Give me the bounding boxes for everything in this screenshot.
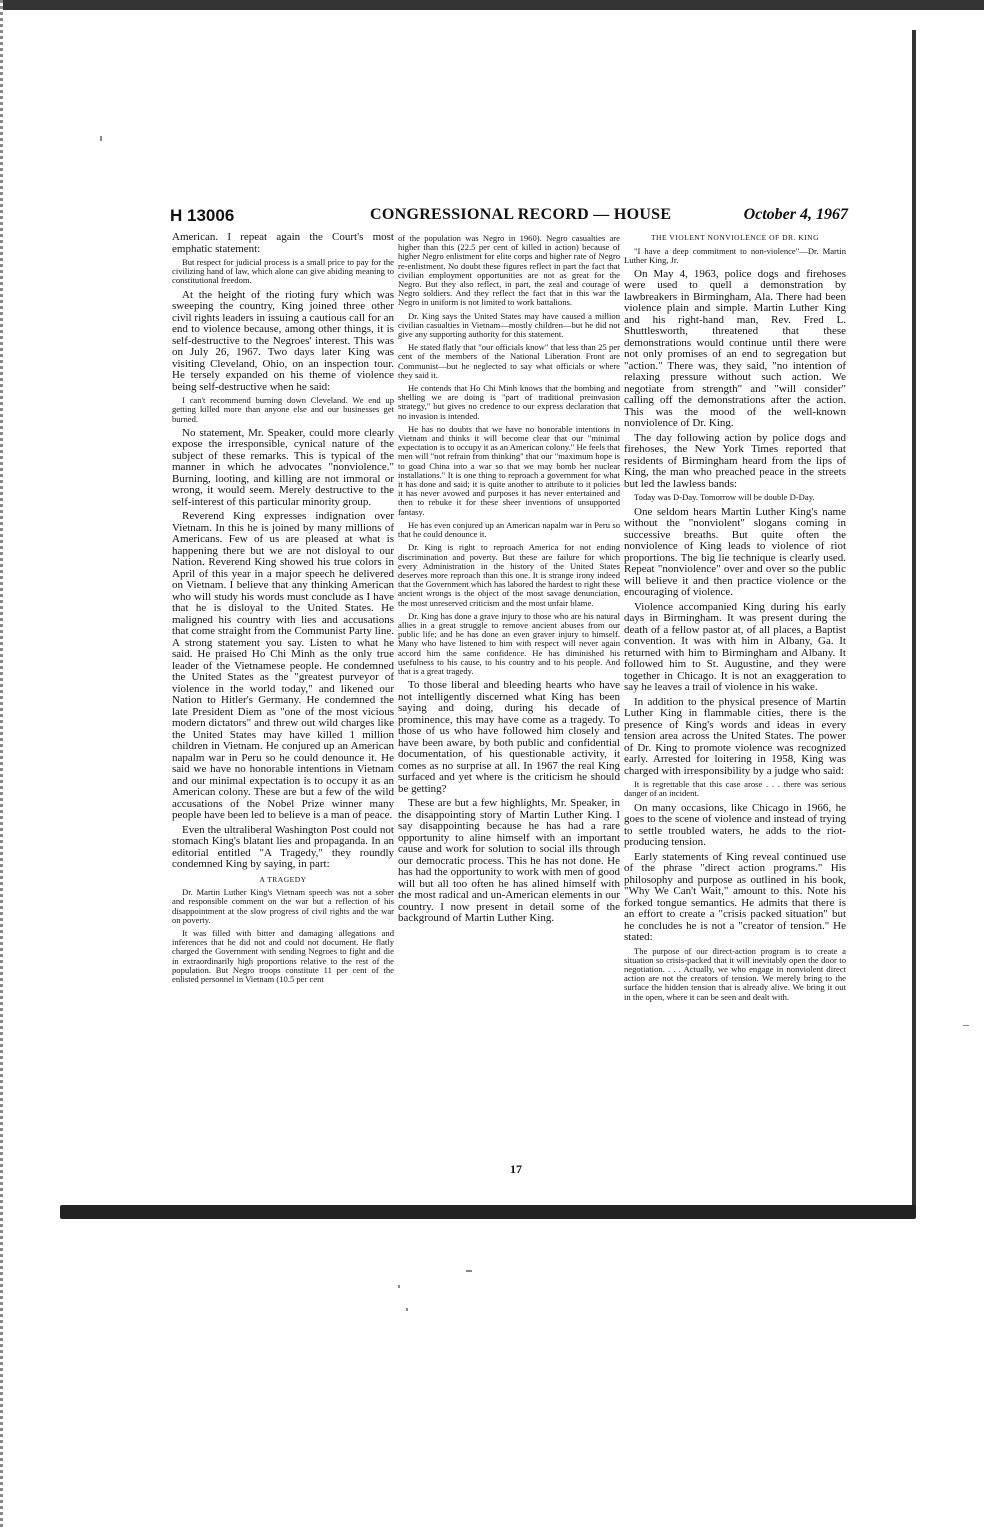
subheading: A TRAGEDY [259,874,307,884]
epigraph: "I have a deep commitment to non-violence"—Dr. Martin Luther King, Jr. [624,245,846,265]
quotation: He stated flatly that "our officials know" that less than 25 per cent of the members of the National Liberation Front are Communist—but he neglected to say what officials or where they said it. [398,342,620,380]
paragraph: Violence accompanied King during his early days in Birmingham. It was present during the death of a fellow pastor at, of all places, a Baptist convention. It was with him in Albany, Ga. It returned with him to Birmingham and Albany. It followed him to St. Augustine, and they were together in Chicago. It is not an exaggeration to say he leaves a trail of violence in his wake. [624,600,846,694]
paragraph: At the height of the rioting fury which was sweeping the country, King joined three other civil rights leaders in issuing a cautious call for an end to violence because, among other things, it is self-destructive to the Negroes' interest. This was on July 26, 1967. Two days later King was visiting Cleveland, Ohio, on an inspection tour. He tersely expanded on his theme of violence being self-destructive when he said: [172,288,394,393]
scan-speck [398,1285,400,1288]
scan-speck [406,1308,408,1311]
quotation: But respect for judicial process is a small price to pay for the civilizing hand of law, which alone can give abiding meaning to constitutional freedom. [172,257,394,286]
page-id: H 13006 [170,206,235,225]
quotation: It was filled with bitter and damaging allegations and inferences that he did not and could not document. He flatly charged the Government with sending Negroes to fight and die in extraordinarily high proportions relative to the rest of the population. But Negro troops constitute 11 per cent of the enlisted personnel in Vietnam (10.5 per cent [172,928,394,985]
scan-speck [466,1270,472,1272]
paragraph: Even the ultraliberal Washington Post could not stomach King's blatant lies and propaganda. In an editorial entitled "A Tragedy," they roundly condemned King by saying, in part: [172,823,394,871]
scan-top-border [0,0,984,10]
paragraph: In addition to the physical presence of Martin Luther King in flammable cities, there is the presence of King's words and ideas in every tension area across the United States. The power of Dr. King to promote violence was recognized early. Arrested for loitering in 1958, King was charged with irresponsibility by a judge who said: [624,695,846,777]
quotation: Dr. Martin Luther King's Vietnam speech was not a sober and responsible comment on the war but a reflection of his disappointment at the slow progress of civil rights and the war on poverty. [172,887,394,925]
paragraph: Early statements of King reveal continued use of the phrase "direct action programs." His philosophy and purpose as outlined in his book, "Why We Can't Wait," amount to this. Note his forked tongue semantics. He admits that there is an effort to create a "crisis packed situation" but he concludes he is not a "creator of tension." He stated: [624,850,846,944]
quotation: of the population was Negro in 1960). Negro casualties are higher than this (22.5 per cent of killed in action) because of higher Negro enlistment for elite corps and higher rate of Negro re-enlistment. No doubt these figures reflect in part the fact that civilian employment opportunities are not as great for the Negro. But they also reflect, in part, the zeal and courage of Negro soldiers. And they reflect the fact that in this war the Negro in uniform is not limited to work battalions. [398,233,620,308]
scan-speck [100,136,102,141]
scan-right-border [912,30,916,1210]
paragraph: No statement, Mr. Speaker, could more clearly expose the irresponsible, cynical nature of the subject of these remarks. This is typical of the manner in which he advocates "nonviolence." Burning, looting, and killing are not immoral or wrong, it would seem. Merely destructive to the self-interest of this particular minority group. [172,426,394,508]
quotation: Dr. King has done a grave injury to those who are his natural allies in a great struggle to remove ancient abuses from our public life; and he has done an even graver injury to himself. Many who have listened to him with respect will never again accord him the same confidence. He has diminished his usefulness to his cause, to his country and to his people. And that is a great tragedy. [398,610,620,676]
quotation: He contends that Ho Chi Minh knows that the bombing and shelling we are doing is "part of traditional preinvasion strategy," but gives no credence to our express declaration that no invasion is intended. [398,383,620,421]
quotation: He has even conjured up an American napalm war in Peru so that he could denounce it. [398,519,620,540]
quotation: It is regrettable that this case arose . . . there was serious danger of an incident. [624,779,846,799]
quotation: Dr. King says the United States may have caused a million civilian casualties in Vietnam—mostly children—but he did not give any supporting authority for this statement. [398,310,620,340]
paragraph: One seldom hears Martin Luther King's name without the "nonviolent" slogans coming in successive breaths. But quite often the nonviolence of King leads to violence of riot proportions. The big lie technique is clearly used. Repeat "nonviolence" over and over so the public will believe it and then practice violence or the encouraging of violence. [624,505,846,599]
scan-left-border [0,0,3,1530]
paragraph: Reverend King expresses indignation over Vietnam. In this he is joined by many millions of Americans. Few of us are pleased at what is happening there but we are not disloyal to our Nation. Reverend King showed his true colors in April of this year in a major speech he delivered on Vietnam. I believe that any thinking American who will study his words must conclude as I have that he is disloyal to the United States. He maligned his country with lies and accusations that come straight from the Communist Party line. A strong statement you say. Listen to what he said. He praised Ho Chi Minh as the only true leader of the Vietnamese people. He condemned the United States as the "greatest purveyor of violence in the world today," and likened our Nation to Hitler's Germany. He condemned the late President Diem as "one of the most vicious modern dictators" and threw out wild charges like the United States may have killed 1 million children in Vietnam. He conjured up an American napalm war in Peru so he could denounce it. He said we have no honorable intentions in Vietnam and our minimal expectation is to occupy it as an American colony. These are but a few of the wild accusations of the Nobel Prize winner many people have been led to believe is a man of peace. [172,510,394,822]
quotation: The purpose of our direct-action program is to create a situation so crisis-packed that it will inevitably open the door to negotiation. . . . Actually, we who engage in nonviolent direct action are not the creators of tension. We merely bring to the surface the hidden tension that is already alive. We bring it out in the open, where it can be seen and dealt with. [624,945,846,1002]
paragraph: The day following action by police dogs and firehoses, the New York Times reported that residents of Birmingham heard from the lips of King, the man who preached peace in the streets but led the lawless bands: [624,431,846,490]
paragraph: These are but a few highlights, Mr. Speaker, in the disappointing story of Martin Luther King. I say disappointing because he has had a rare opportunity to aline himself with an important cause and work for solution to social ills through our democratic process. This he has not done. He has had the opportunity to work with men of good will but all too often he has alined himself with the most radical and un-American elements in our country. I now present in detail some of the background of Martin Luther King. [398,797,620,925]
page-header [168,206,848,234]
column-1 [172,232,394,988]
page-number: 17 [510,1162,522,1176]
page-bottom-rule [60,1205,916,1219]
paragraph: American. I repeat again the Court's most emphatic statement: [172,231,394,255]
journal-title: CONGRESSIONAL RECORD — HOUSE [370,206,672,223]
scan-speck [963,1025,969,1026]
paragraph: To those liberal and bleeding hearts who have not intelligently discerned what King has been saying and doing, during his decade of prominence, this may have come as a tragedy. To those of us who have followed him closely and have been aware, by both public and confidential documentation, of his questionable activity, it comes as no surprise at all. In 1967 the real King surfaced and yet where is the criticism he should be getting? [398,679,620,795]
quotation: I can't recommend burning down Cleveland. We end up getting killed more than anyone else and our businesses get burned. [172,395,394,424]
quotation: Today was D-Day. Tomorrow will be double D-Day. [634,492,815,503]
quotation: He has no doubts that we have no honorable intentions in Vietnam and thinks it will become clear that our "minimal expectation is to occupy it as an American colony." He feels that men will "not refrain from thinking" that our "maximum hope is to goad China into a war so that we may bomb her nuclear installations." It is one thing to reproach a government for what it has done and said; it is quite another to attribute to it policies it has never avowed and purposes it has never entertained and then to rebuke it for these sheer inventions of unsupported fantasy. [398,423,620,517]
record-page [168,206,848,1002]
issue-date: October 4, 1967 [743,206,848,223]
column-2 [398,232,620,928]
quotation: Dr. King is right to reproach America for not ending discrimination and poverty. But these are failure for which every Administration in the history of the United States deserves more reproach than this one. It is strange irony indeed that the Government which has labored the hardest to right these ancient wrongs is the object of the most savage denunciation, the most unreserved criticism and the most unfair blame. [398,542,620,608]
section-heading: THE VIOLENT NONVIOLENCE OF DR. KING [650,233,820,242]
column-3 [624,232,846,1006]
paragraph: On many occasions, like Chicago in 1966, he goes to the scene of violence and instead of trying to settle troubled waters, he adds to the riot-producing tension. [624,801,846,849]
paragraph: On May 4, 1963, police dogs and firehoses were used to quell a demonstration by lawbreakers in Birmingham, Ala. There had been violence plain and simple. Martin Luther King and his right-hand man, Rev. Fred L. Shuttlesworth, threatened that these demonstrations would continue until there were not only promises of an end to segregation but "action." There was, they said, "no intention of relaxing pressure without such action. We negotiate from strength" and "will consider" calling off the demonstrations after the action. This was the mood of the well-known nonviolence of Dr. King. [624,267,846,430]
